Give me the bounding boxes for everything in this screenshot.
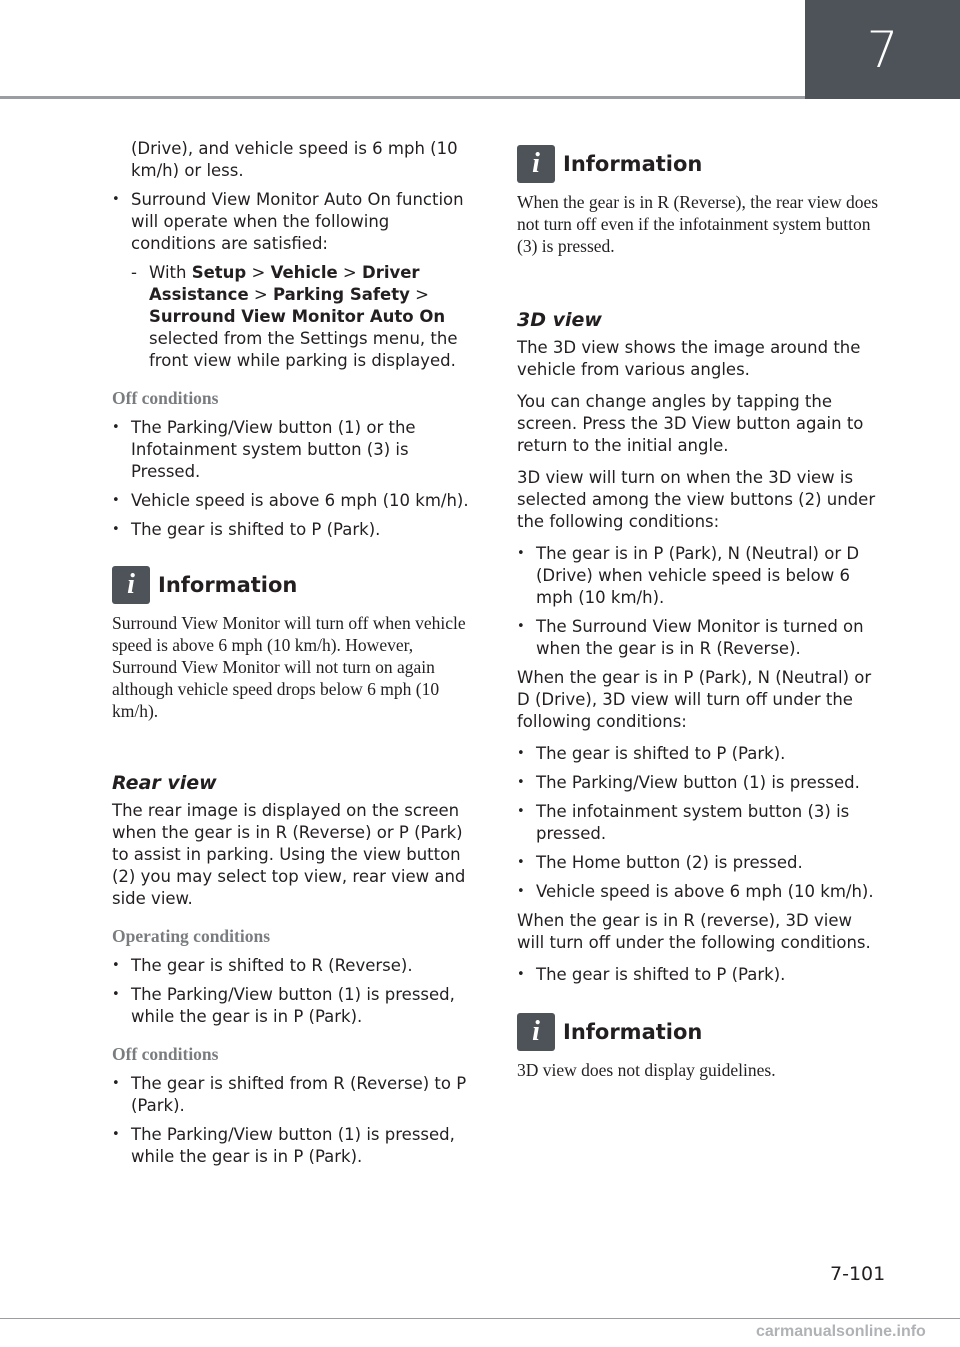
bullet-auto-on: • Surround View Monitor Auto On function will operate when the following conditions are satisfied: — [112, 189, 474, 255]
info-title: Information — [563, 1020, 703, 1044]
off-conditions-heading: Off conditions — [112, 1044, 219, 1064]
off-condition-item: • The Parking/View button (1) is pressed, while the gear is in P (Park). — [112, 1124, 474, 1168]
off-condition-item: • The gear is shifted from R (Reverse) to P (Park). — [112, 1073, 474, 1117]
info-title: Information — [158, 573, 298, 597]
3d-view-p4: When the gear is in P (Park), N (Neutral) or D (Drive), 3D view will turn off under the following conditions: — [517, 668, 872, 731]
info-body: When the gear is in R (Reverse), the rear view does not turn off even if the infotainment system button (3) is pressed. — [517, 192, 879, 256]
3d-off-condition-item: • The Home button (2) is pressed. — [517, 852, 882, 874]
separator: > — [248, 285, 273, 304]
info-icon: i — [517, 145, 555, 183]
3d-view-p5: When the gear is in R (reverse), 3D view will turn off under the following conditions. — [517, 911, 871, 952]
3d-off-condition-item: • The infotainment system button (3) is pressed. — [517, 801, 882, 845]
off-condition-item: • The gear is shifted to P (Park). — [112, 519, 474, 541]
3d-off-condition-item: • Vehicle speed is above 6 mph (10 km/h). — [517, 881, 882, 903]
3d-off-condition-item: • The gear is shifted to P (Park). — [517, 743, 882, 765]
info-icon: i — [112, 566, 150, 604]
3d-off-condition-item: • The Parking/View button (1) is pressed. — [517, 772, 882, 794]
info-body: Surround View Monitor will turn off when vehicle speed is above 6 mph (10 km/h). However, Surround View Monitor will not turn on again although vehicle speed drops below 6 mph (10 km/h). — [112, 613, 466, 721]
rear-view-body: The rear image is displayed on the screen when the gear is in R (Reverse) or P (Park) to assist in parking. Using the view button (2) you may select top view, rear view and side view. — [112, 801, 466, 908]
off-condition-item: • Vehicle speed is above 6 mph (10 km/h). — [112, 490, 474, 512]
settings-path-item — [112, 262, 474, 372]
info-icon: i — [517, 1013, 555, 1051]
watermark[interactable]: carmanualsonline.info — [756, 1323, 926, 1340]
info-title: Information — [563, 152, 703, 176]
operating-condition-item: • The gear is shifted to R (Reverse). — [112, 955, 474, 977]
separator: > — [337, 263, 362, 282]
separator: > — [409, 285, 429, 304]
menu-vehicle: Vehicle — [270, 263, 338, 282]
off-conditions-heading: Off conditions — [112, 388, 219, 408]
footer-rule — [0, 1318, 960, 1319]
header-rule — [0, 96, 805, 99]
left-column — [112, 138, 474, 1175]
menu-setup: Setup — [191, 263, 247, 282]
page-number: 7-101 — [830, 1263, 886, 1285]
menu-parking-safety: Parking Safety — [272, 285, 410, 304]
chapter-number: 7 — [866, 20, 899, 79]
3d-reverse-off-item: • The gear is shifted to P (Park). — [517, 964, 882, 986]
3d-view-heading: 3D view — [517, 309, 602, 331]
3d-view-p1: The 3D view shows the image around the vehicle from various angles. — [517, 338, 861, 379]
menu-driver-assistance: Driver Assistance — [149, 263, 420, 304]
3d-view-p3: 3D view will turn on when the 3D view is selected among the view buttons (2) under the following conditions: — [517, 468, 876, 531]
right-column — [517, 145, 882, 1081]
info-header — [517, 145, 882, 183]
menu-svm-auto-on: Surround View Monitor Auto On — [149, 307, 446, 326]
with-text: With — [149, 263, 187, 282]
3d-view-p2: You can change angles by tapping the screen. Press the 3D View button again to return to the initial angle. — [517, 392, 864, 455]
chapter-tab — [805, 0, 960, 99]
operating-condition-item: • The Parking/View button (1) is pressed, while the gear is in P (Park). — [112, 984, 474, 1028]
off-condition-item: • The Parking/View button (1) or the Infotainment system button (3) is Pressed. — [112, 417, 474, 483]
info-header — [112, 566, 474, 604]
dash-tail: selected from the Settings menu, the front view while parking is displayed. — [149, 329, 458, 370]
info-header — [517, 1013, 882, 1051]
rear-view-heading: Rear view — [112, 772, 217, 794]
operating-conditions-heading: Operating conditions — [112, 926, 271, 946]
3d-on-condition-item: • The Surround View Monitor is turned on when the gear is in R (Reverse). — [517, 616, 882, 660]
separator: > — [246, 263, 271, 282]
info-body: 3D view does not display guidelines. — [517, 1060, 776, 1080]
continued-text: (Drive), and vehicle speed is 6 mph (10 km/h) or less. — [131, 139, 458, 180]
3d-on-condition-item: • The gear is in P (Park), N (Neutral) or D (Drive) when vehicle speed is below 6 mph (10 km/h). — [517, 543, 882, 609]
